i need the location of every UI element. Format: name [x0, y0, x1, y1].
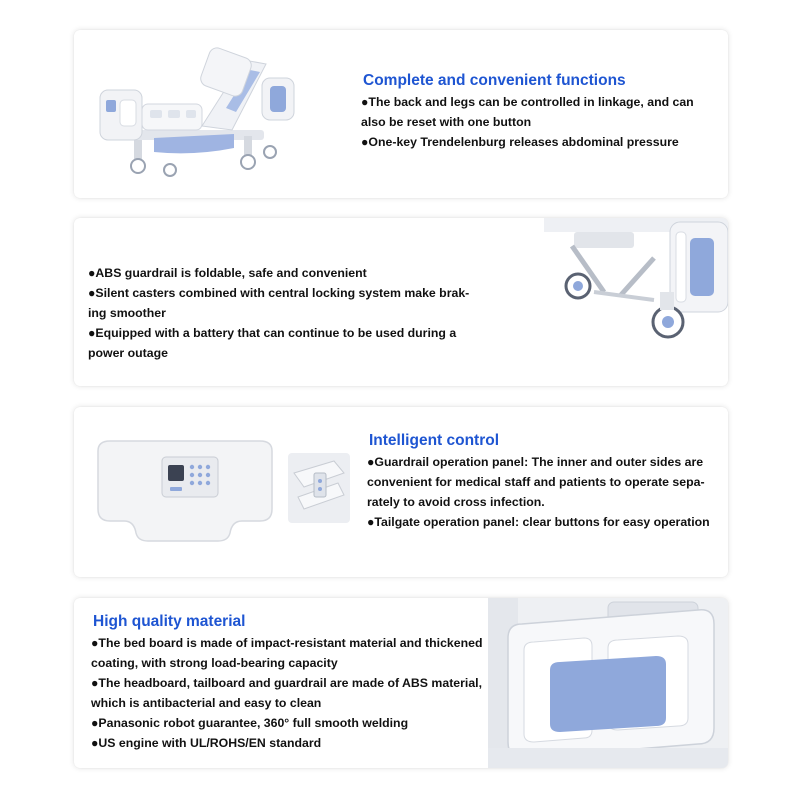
control-panel-image [92, 437, 278, 549]
text-line: ●Panasonic robot guarantee, 360° full smooth welding [91, 716, 409, 730]
text-line: ●Equipped with a battery that can continue to be used during a [88, 326, 457, 340]
text-line: convenient for medical staff and patients to operate sepa- [367, 475, 705, 489]
text-line: coating, with strong load-bearing capacity [91, 656, 338, 670]
text-line: ●One-key Trendelenburg releases abdominal pressure [361, 135, 679, 149]
feature-card-guardrail [74, 218, 728, 386]
hospital-bed-image [94, 38, 304, 186]
text-line: which is antibacterial and easy to clean [91, 696, 322, 710]
section-title: High quality material [93, 613, 246, 630]
text-line: ●ABS guardrail is foldable, safe and convenient [88, 266, 367, 280]
text-line: ●Guardrail operation panel: The inner and outer sides are [367, 455, 704, 469]
guardrail-panel-image [288, 453, 350, 523]
section-title: Intelligent control [369, 432, 500, 449]
section-text [367, 452, 710, 532]
feature-card-material [74, 598, 728, 768]
text-line: also be reset with one button [361, 115, 532, 129]
text-line: ing smoother [88, 306, 166, 320]
feature-card-functions [74, 30, 728, 198]
text-line: ●The back and legs can be controlled in linkage, and can [361, 95, 694, 109]
text-line: ●US engine with UL/ROHS/EN standard [91, 736, 322, 750]
text-line: rately to avoid cross infection. [367, 495, 545, 509]
headboard-image [488, 598, 728, 768]
text-line: ●Silent casters combined with central locking system make brak- [88, 286, 470, 300]
text-line: power outage [88, 346, 168, 360]
section-text [88, 263, 469, 363]
feature-card-intelligent-control [74, 407, 728, 577]
caster-guardrail-image [544, 218, 728, 348]
section-title: Complete and convenient functions [363, 72, 626, 89]
text-line: ●Tailgate operation panel: clear buttons for easy operation [367, 515, 710, 529]
section-text [91, 633, 482, 753]
text-line: ●The bed board is made of impact-resistant material and thickened [91, 636, 483, 650]
text-line: ●The headboard, tailboard and guardrail are made of ABS material, [91, 676, 482, 690]
section-text [361, 92, 694, 152]
